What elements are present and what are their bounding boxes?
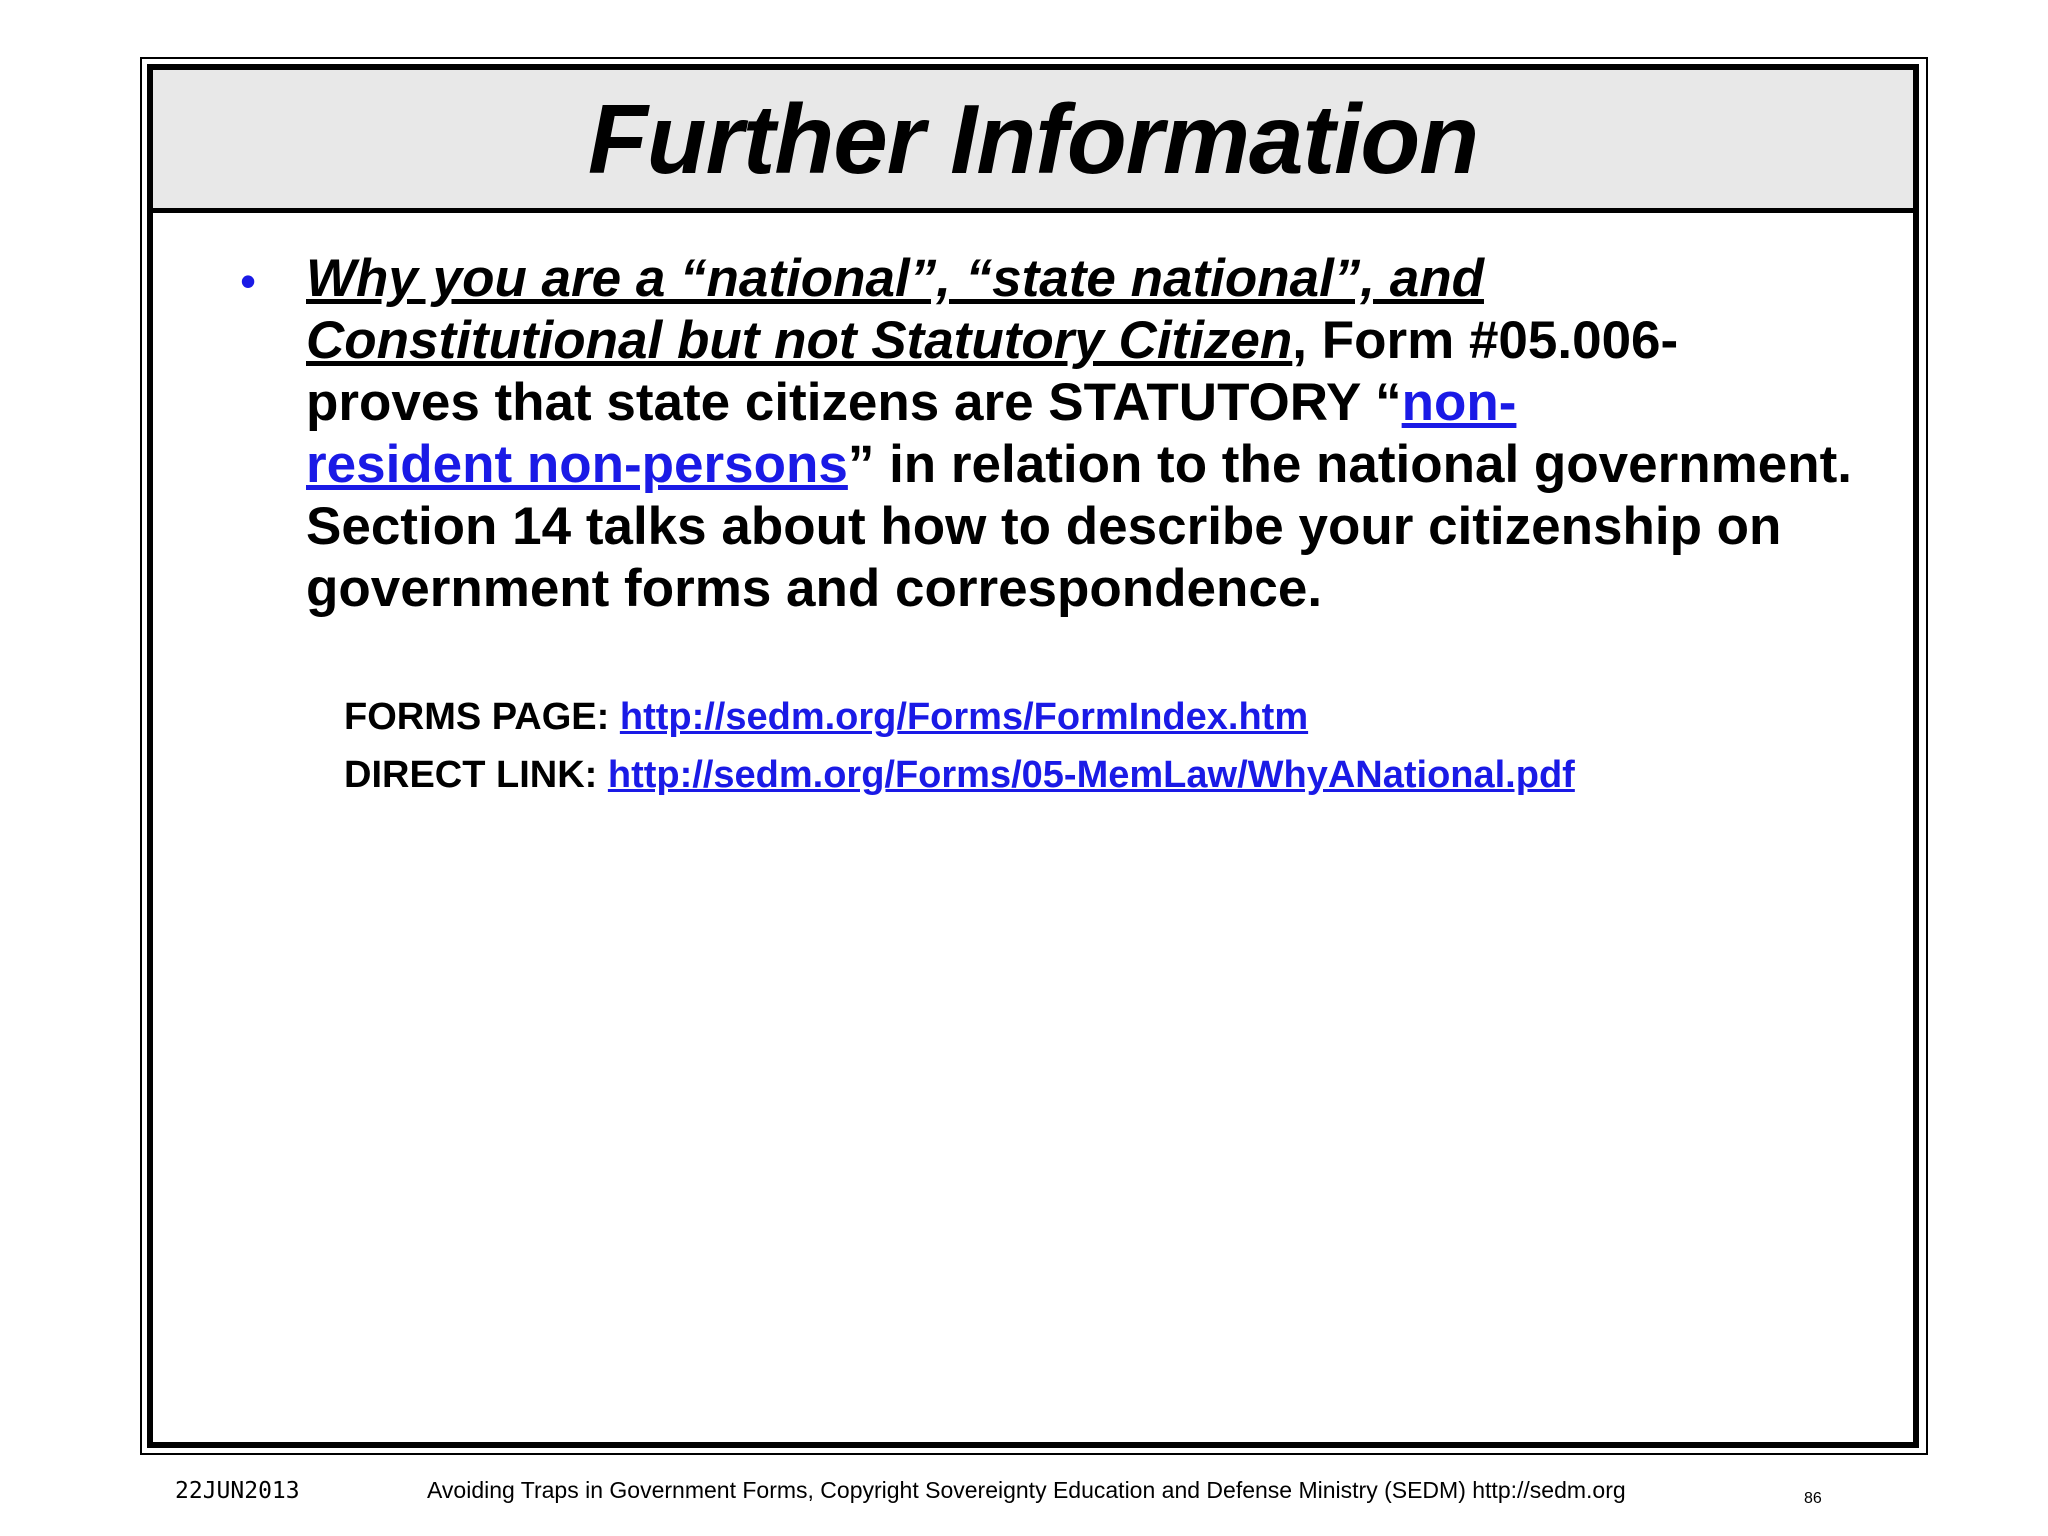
form-number-text: , Form #05.006- [1292, 311, 1679, 370]
bullet-text [306, 248, 1866, 620]
document-title-line-1: Why you are a “national”, “state national”, and [306, 249, 1484, 308]
footer-date: 22JUN2013 [175, 1478, 300, 1504]
forms-page-line [344, 694, 1308, 740]
footer-copyright: Avoiding Traps in Government Forms, Copyright Sovereignty Education and Defense Ministry (SEDM) http://sedm.org [427, 1477, 1626, 1503]
bullet-body-continuation: ” in relation to the national government. Section 14 talks about how to describe your citizenship on government forms and correspondence. [306, 435, 1852, 618]
page-number: 86 [1804, 1490, 1822, 1507]
document-title-line-2: Constitutional but not Statutory Citizen [306, 311, 1293, 370]
title-bar [153, 70, 1913, 213]
direct-link-url[interactable]: http://sedm.org/Forms/05-MemLaw/WhyANational.pdf [607, 754, 1575, 796]
bullet-body-text: proves that state citizens are STATUTORY “ [306, 373, 1402, 432]
forms-page-link[interactable]: http://sedm.org/Forms/FormIndex.htm [619, 696, 1309, 738]
non-resident-link-part-1[interactable]: non- [1401, 373, 1517, 432]
bullet-marker: • [240, 255, 257, 307]
direct-link-label: DIRECT LINK: [344, 754, 608, 796]
direct-link-line [344, 752, 1575, 798]
non-resident-link-part-2[interactable]: resident non-persons [306, 435, 848, 494]
forms-page-label: FORMS PAGE: [344, 696, 620, 738]
slide-title: Further Information [587, 84, 1479, 194]
